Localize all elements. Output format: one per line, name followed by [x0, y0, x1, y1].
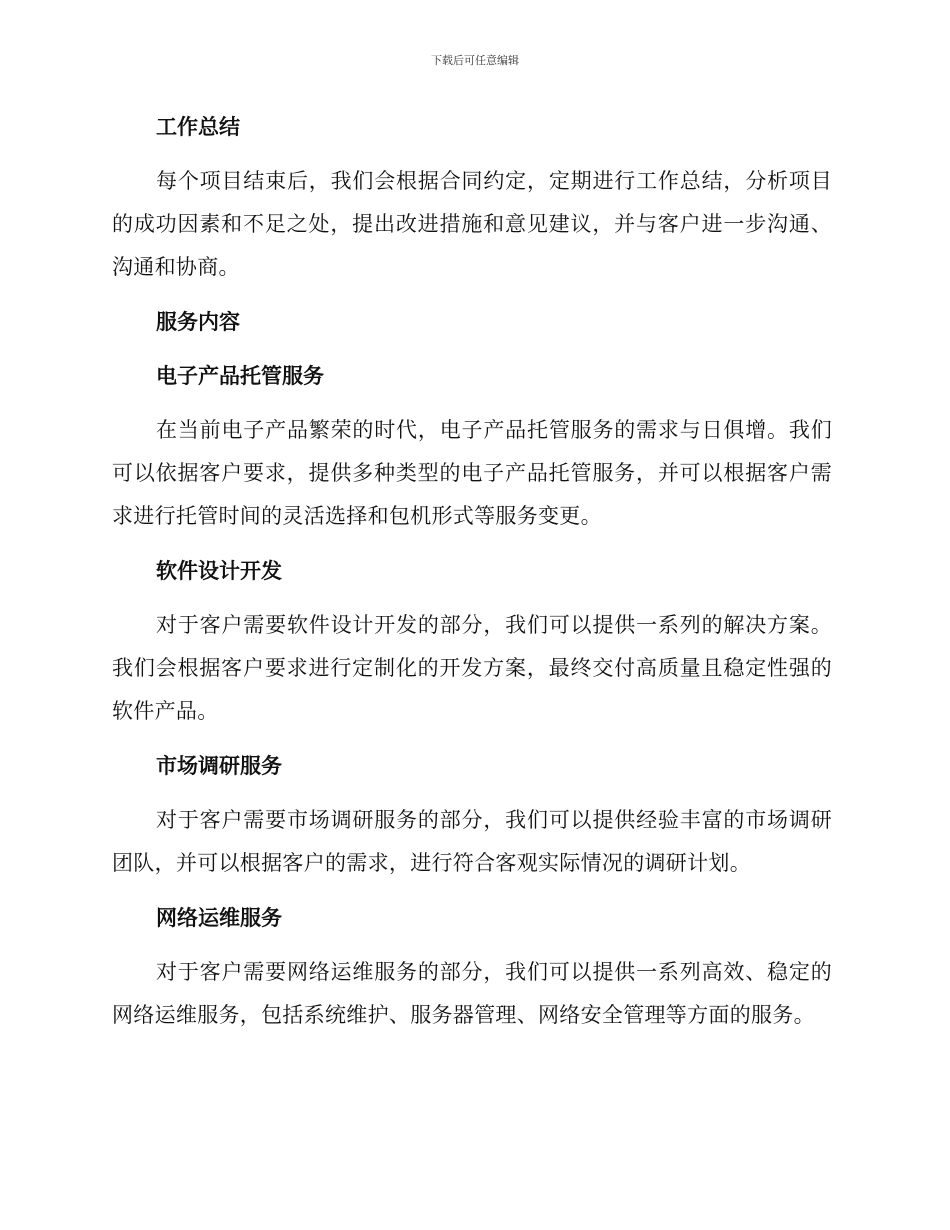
paragraph-software: 对于客户需要软件设计开发的部分，我们可以提供一系列的解决方案。我们会根据客户要求进行定制化的开发方案，最终交付高质量且稳定性强的软件产品。: [112, 613, 832, 723]
document-body: [112, 106, 832, 1049]
paragraph-network-ops: 对于客户需要网络运维服务的部分，我们可以提供一系列高效、稳定的网络运维服务，包括系统维护、服务器管理、网络安全管理等方面的服务。: [112, 960, 832, 1027]
heading-software: 软件设计开发: [156, 559, 282, 583]
header-note: 下载后可任意编辑: [431, 54, 519, 67]
heading-hosting: 电子产品托管服务: [156, 364, 324, 388]
paragraph-market-research: 对于客户需要市场调研服务的部分，我们可以提供经验丰富的市场调研团队，并可以根据客户的需求，进行符合客观实际情况的调研计划。: [112, 808, 832, 875]
paragraph-hosting: 在当前电子产品繁荣的时代，电子产品托管服务的需求与日俱增。我们可以依据客户要求，提供多种类型的电子产品托管服务，并可以根据客户需求进行托管时间的灵活选择和包机形式等服务变更。: [112, 418, 832, 528]
heading-network-ops: 网络运维服务: [156, 906, 282, 930]
heading-work-summary: 工作总结: [156, 115, 240, 139]
paragraph-work-summary: 每个项目结束后，我们会根据合同约定，定期进行工作总结，分析项目的成功因素和不足之处，提出改进措施和意见建议，并与客户进一步沟通、沟通和协商。: [112, 169, 832, 279]
heading-service-content: 服务内容: [156, 310, 240, 334]
heading-market-research: 市场调研服务: [156, 754, 282, 778]
